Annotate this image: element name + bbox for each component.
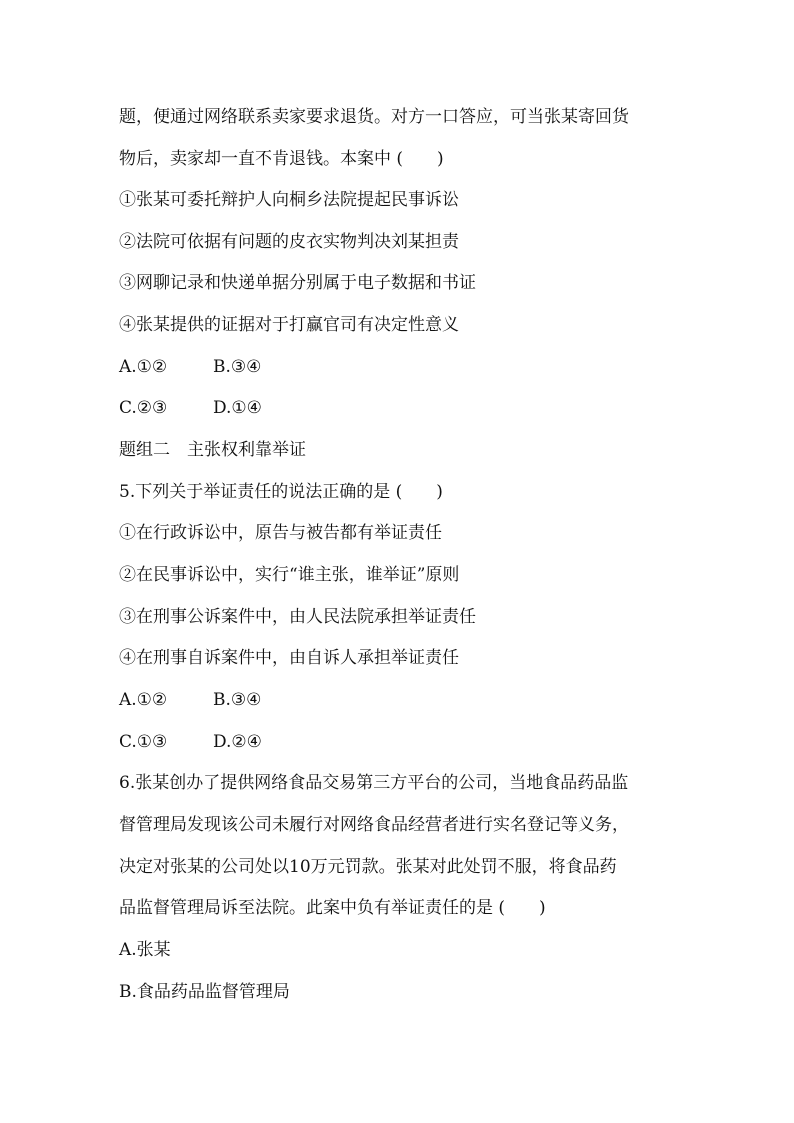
q4-option-d: D.①④	[213, 398, 262, 418]
q5-option-d: D.②④	[213, 732, 262, 752]
q5-option-b: B.③④	[213, 690, 262, 710]
q4-item-1: ①张某可委托辩护人向桐乡法院提起民事诉讼	[119, 190, 459, 210]
q6-option-b: B.食品药品监督管理局	[119, 982, 290, 1002]
q5-option-a: A.①②	[119, 690, 168, 710]
q5-item-3: ③在刑事公诉案件中，由人民法院承担举证责任	[119, 607, 476, 627]
q6-stem-line-1: 6.张某创办了提供网络食品交易第三方平台的公司，当地食品药品监	[119, 773, 629, 793]
q4-option-b: B.③④	[213, 357, 262, 377]
q5-option-c: C.①③	[119, 732, 168, 752]
group-heading: 题组二 主张权利靠举证	[119, 440, 306, 460]
q4-options-row-2	[119, 397, 262, 419]
q4-options-row-1	[119, 356, 261, 378]
q4-item-2: ②法院可依据有问题的皮衣实物判决刘某担责	[119, 232, 459, 252]
q5-stem: 5.下列关于举证责任的说法正确的是 ( )	[119, 482, 443, 502]
q4-stem-line-2: 物后，卖家却一直不肯退钱。本案中 ( )	[119, 149, 444, 169]
q6-stem-line-3: 决定对张某的公司处以10万元罚款。张某对此处罚不服，将食品药	[119, 857, 617, 877]
q6-stem-line-4: 品监督管理局诉至法院。此案中负有举证责任的是 ( )	[119, 898, 546, 918]
q4-item-4: ④张某提供的证据对于打赢官司有决定性意义	[119, 315, 459, 335]
q5-item-2: ②在民事诉讼中，实行“谁主张，谁举证”原则	[119, 565, 460, 585]
q6-option-a: A.张某	[119, 940, 171, 960]
q4-option-a: A.①②	[119, 357, 168, 377]
q4-option-c: C.②③	[119, 398, 168, 418]
q5-options-row-1	[119, 689, 261, 711]
q5-options-row-2	[119, 731, 262, 753]
q5-item-4: ④在刑事自诉案件中，由自诉人承担举证责任	[119, 648, 459, 668]
q6-stem-line-2: 督管理局发现该公司未履行对网络食品经营者进行实名登记等义务，	[119, 815, 629, 835]
q5-item-1: ①在行政诉讼中，原告与被告都有举证责任	[119, 523, 442, 543]
q4-stem-line-1: 题，便通过网络联系卖家要求退货。对方一口答应，可当张某寄回货	[119, 107, 629, 127]
q4-item-3: ③网聊记录和快递单据分别属于电子数据和书证	[119, 273, 476, 293]
